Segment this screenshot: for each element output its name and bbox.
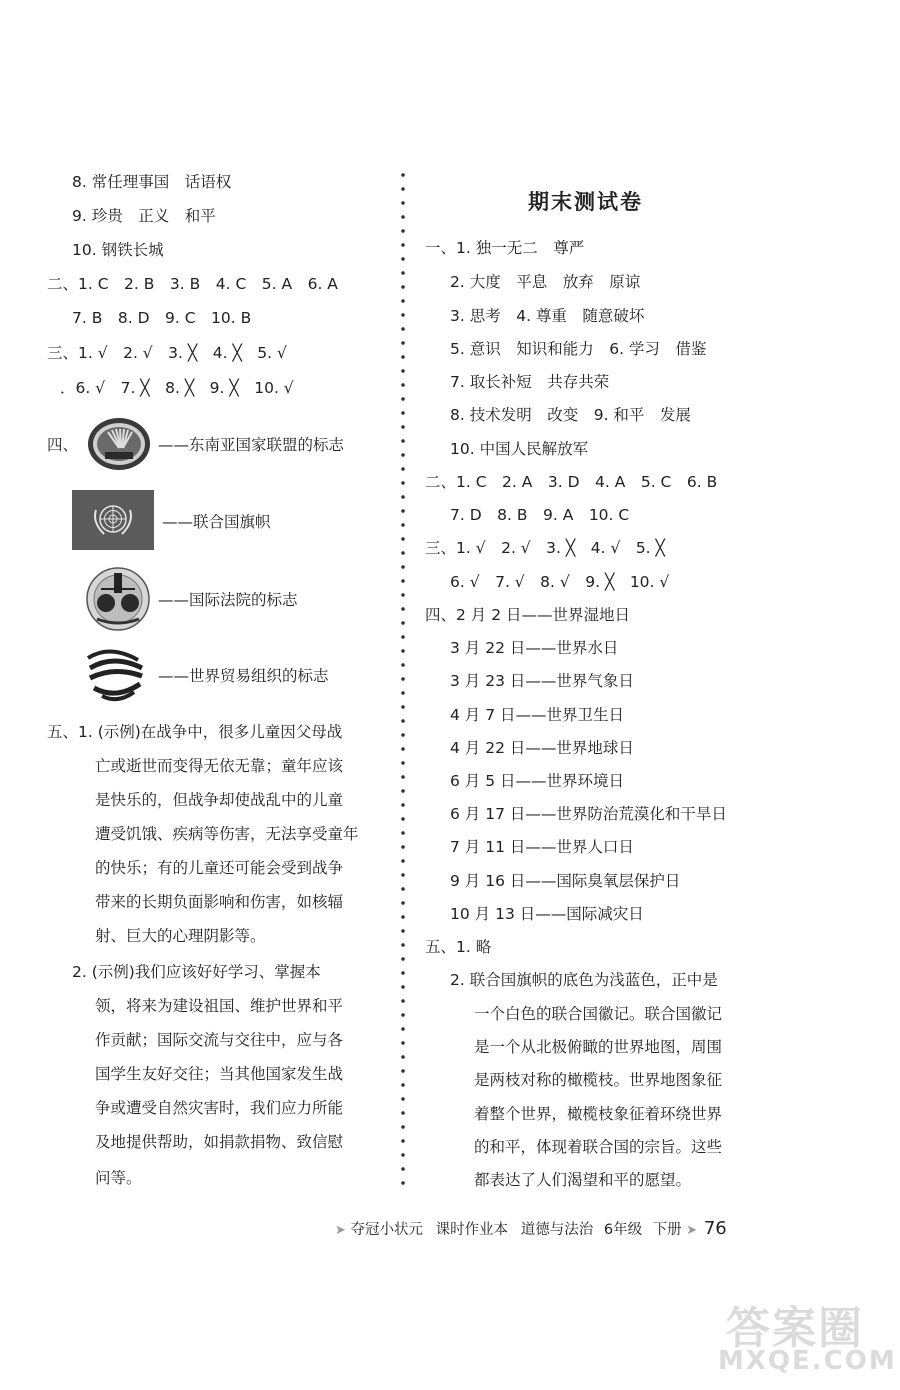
right-line-9: 7. D 8. B 9. A 10. C xyxy=(450,506,630,524)
right-line-25: 是一个从北极俯瞰的世界地图，周围 xyxy=(474,1038,723,1056)
footer-brand: 夺冠小状元 xyxy=(350,1222,424,1238)
right-line-10: 三、1. √ 2. √ 3. ╳ 4. √ 5. ╳ xyxy=(425,539,665,557)
right-line-3: 3. 思考 4. 尊重 随意破坏 xyxy=(450,307,645,325)
right-line-20: 9 月 16 日——国际臭氧层保护日 xyxy=(450,872,681,890)
exam-title: 期末测试卷 xyxy=(528,190,643,214)
left-line-2: 9. 珍贵 正义 和平 xyxy=(72,207,216,225)
s5-line-3: 是快乐的，但战争却使战乱中的儿童 xyxy=(95,791,344,809)
wto-logo-icon xyxy=(80,646,152,702)
right-line-18: 6 月 17 日——世界防治荒漠化和干旱日 xyxy=(450,805,727,823)
right-line-29: 都表达了人们渴望和平的愿望。 xyxy=(474,1171,692,1189)
left-line-1: 8. 常任理事国 话语权 xyxy=(72,173,232,191)
s5-line-4: 遭受饥饿、疾病等伤害，无法享受童年 xyxy=(95,825,359,843)
left-line-7: ．6. √ 7. ╳ 8. ╳ 9. ╳ 10. √ xyxy=(60,379,294,397)
right-line-24: 一个白色的联合国徽记。联合国徽记 xyxy=(474,1005,723,1023)
right-line-1: 一、1. 独一无二 尊严 xyxy=(425,239,585,257)
right-line-15: 4 月 7 日——世界卫生日 xyxy=(450,706,625,724)
section-4-label: 四、 xyxy=(47,436,79,454)
right-line-6: 8. 技术发明 改变 9. 和平 发展 xyxy=(450,406,691,424)
footer-arrow-icon: ➤ xyxy=(335,1223,346,1238)
s52-line-3: 作贡献；国际交流与交往中，应与各 xyxy=(95,1031,344,1049)
right-line-23: 2. 联合国旗帜的底色为浅蓝色，正中是 xyxy=(450,971,718,989)
column-divider xyxy=(400,168,406,1192)
right-line-26: 是两枝对称的橄榄枝。世界地图象征 xyxy=(474,1071,723,1089)
left-line-6: 三、1. √ 2. √ 3. ╳ 4. ╳ 5. √ xyxy=(47,344,287,362)
right-line-11: 6. √ 7. √ 8. √ 9. ╳ 10. √ xyxy=(450,573,670,591)
right-line-2: 2. 大度 平息 放弃 原谅 xyxy=(450,273,641,291)
footer-subject: 道德与法治 xyxy=(520,1222,594,1238)
right-line-13: 3 月 22 日——世界水日 xyxy=(450,639,619,657)
s52-line-7: 问等。 xyxy=(95,1169,142,1187)
right-line-12: 四、2 月 2 日——世界湿地日 xyxy=(425,606,631,624)
icj-logo-icon xyxy=(85,567,151,631)
asean-caption: ——东南亚国家联盟的标志 xyxy=(158,436,345,454)
right-line-8: 二、1. C 2. A 3. D 4. A 5. C 6. B xyxy=(425,473,718,491)
s5-line-5: 的快乐；有的儿童还可能会受到战争 xyxy=(95,859,344,877)
icj-caption: ——国际法院的标志 xyxy=(158,591,298,609)
right-line-7: 10. 中国人民解放军 xyxy=(450,440,589,458)
s52-line-6: 及地提供帮助，如捐款捐物、致信慰 xyxy=(95,1133,344,1151)
right-line-28: 的和平，体现着联合国的宗旨。这些 xyxy=(474,1138,723,1156)
right-line-4: 5. 意识 知识和能力 6. 学习 借鉴 xyxy=(450,340,707,358)
un-flag-icon xyxy=(72,490,154,550)
s5-line-2: 亡或逝世而变得无依无靠；童年应该 xyxy=(95,757,344,775)
s52-line-2: 领，将来为建设祖国、维护世界和平 xyxy=(95,997,344,1015)
wto-caption: ——世界贸易组织的标志 xyxy=(158,667,329,685)
page-number: 76 xyxy=(703,1218,727,1239)
left-line-4: 二、1. C 2. B 3. B 4. C 5. A 6. A xyxy=(47,275,338,293)
s5-line-7: 射、巨大的心理阴影等。 xyxy=(95,927,266,945)
footer-book: 课时作业本 xyxy=(435,1222,509,1238)
right-line-22: 五、1. 略 xyxy=(425,938,492,956)
s52-line-4: 国学生友好交往；当其他国家发生战 xyxy=(95,1065,344,1083)
watermark-logo-text: 答案圈 xyxy=(726,1303,864,1354)
site-watermark xyxy=(708,1292,897,1384)
right-line-27: 着整个世界，橄榄枝象征着环绕世界 xyxy=(474,1105,723,1123)
page-footer xyxy=(335,1218,727,1239)
right-line-19: 7 月 11 日——世界人口日 xyxy=(450,838,634,856)
footer-volume: 下册 xyxy=(652,1222,682,1238)
left-line-3: 10. 钢铁长城 xyxy=(72,241,164,259)
footer-grade: 6年级 xyxy=(603,1222,643,1238)
right-line-14: 3 月 23 日——世界气象日 xyxy=(450,672,634,690)
right-line-21: 10 月 13 日——国际减灾日 xyxy=(450,905,644,923)
left-line-5: 7. B 8. D 9. C 10. B xyxy=(72,309,252,327)
right-line-17: 6 月 5 日——世界环境日 xyxy=(450,772,625,790)
asean-logo-icon xyxy=(86,416,152,472)
s52-line-5: 争或遭受自然灾害时，我们应力所能 xyxy=(95,1099,344,1117)
watermark-url: MXQE.COM xyxy=(718,1346,897,1376)
s5-line-1: 五、1. (示例)在战争中，很多儿童因父母战 xyxy=(47,723,343,741)
s5-line-6: 带来的长期负面影响和伤害，如核辐 xyxy=(95,893,344,911)
un-flag-caption: ——联合国旗帜 xyxy=(162,513,271,531)
right-line-16: 4 月 22 日——世界地球日 xyxy=(450,739,634,757)
footer-arrow-icon-2: ➤ xyxy=(686,1223,698,1238)
s52-line-1: 2. (示例)我们应该好好学习、掌握本 xyxy=(72,963,321,981)
right-line-5: 7. 取长补短 共存共荣 xyxy=(450,373,610,391)
